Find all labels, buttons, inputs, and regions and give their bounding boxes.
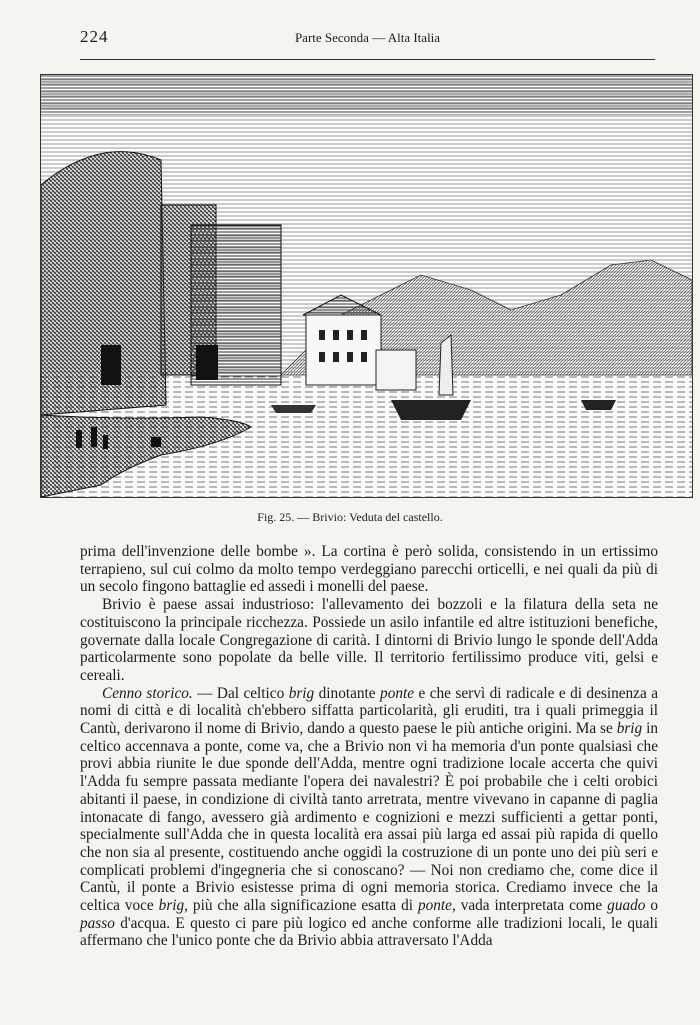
- sail: [439, 335, 453, 395]
- section-heading: Cenno storico.: [102, 684, 193, 702]
- header-rule: [80, 59, 655, 60]
- paragraph-1: prima dell'invenzione delle bombe ». La cortina è però solida, consistendo in un ertissimo terrapieno, sul cui colmo da molto tempo verdeggiano parecchi orticelli, e nei quali da più di un secolo fingono battaglie ed assedi i monelli del paese.: [80, 543, 658, 596]
- running-title: Parte Seconda — Alta Italia: [294, 30, 441, 45]
- castle-gate: [101, 345, 121, 385]
- paragraph-3: Cenno storico. — Dal celtico brig dinotante ponte e che servì di radicale e di desinenza a nomi di città e di località ch'ebbero siffatta particolarità, gli eruditi, tra i quali primeggia il Cantù, derivarono il nome di Brivio, dando a questo paese le più antiche origini. Ma se brig in celtico accennava a ponte, come va, che a Brivio non vi ha memoria d'un ponte qualsiasi che provi abbia riunite le due sponde dell'Adda, mentre ogni tradizione locale accerta che quivi l'Adda fu sempre passata mediante l'opera dei navalestri? È poi probabile che i celti orobici abitanti il paese, in condizione di civiltà tanto arretrata, mentre vivevano in capanne di paglia intonacate di fango, avessero già ardimento e cognizioni e mezzi sufficienti a gettar ponti, specialmente sull'Adda che in questa località era assai più larga ed assai più rapida di quello che non sia al presente, costituendo anche oggidì la costruzione di un ponte uno dei più seri e complicati problemi d'ingegneria che si conoscano? — Noi non crediamo che, come dice il Cantù, il ponte a Brivio esistesse prima di ogni memoria storica. Crediamo invece che la celtica voce brig, più che alla significazione esatta di ponte, vada interpretata come guado o passo d'acqua. E questo ci pare più logico ed anche conforme alle tradizioni locali, le quali affermano che l'unico ponte che da Brivio abbia attraversato l'Adda: [80, 684, 659, 950]
- body-text: [80, 543, 658, 950]
- figure-caption: Fig. 25. — Brivio: Veduta del castello.: [257, 510, 443, 524]
- page-header: [80, 20, 655, 50]
- villa: [306, 315, 381, 385]
- sailboat-hull: [391, 400, 471, 420]
- small-boat: [581, 400, 616, 410]
- figure-engraving: [40, 74, 693, 498]
- page-number: 224: [80, 27, 109, 46]
- engraving-illustration: [41, 75, 692, 497]
- paragraph-2: Brivio è paese assai industrioso: l'allevamento dei bozzoli e la filatura della seta ne costituiscono la principale ricchezza. Possiede un asilo infantile ed altre istituzioni benefiche, governate dalla locale Congregazione di carità. I dintorni di Brivio lungo le sponde dell'Adda particolarmente sono popolate da belle ville. Il territorio fertilissimo produce viti, gelsi e cereali.: [80, 596, 658, 684]
